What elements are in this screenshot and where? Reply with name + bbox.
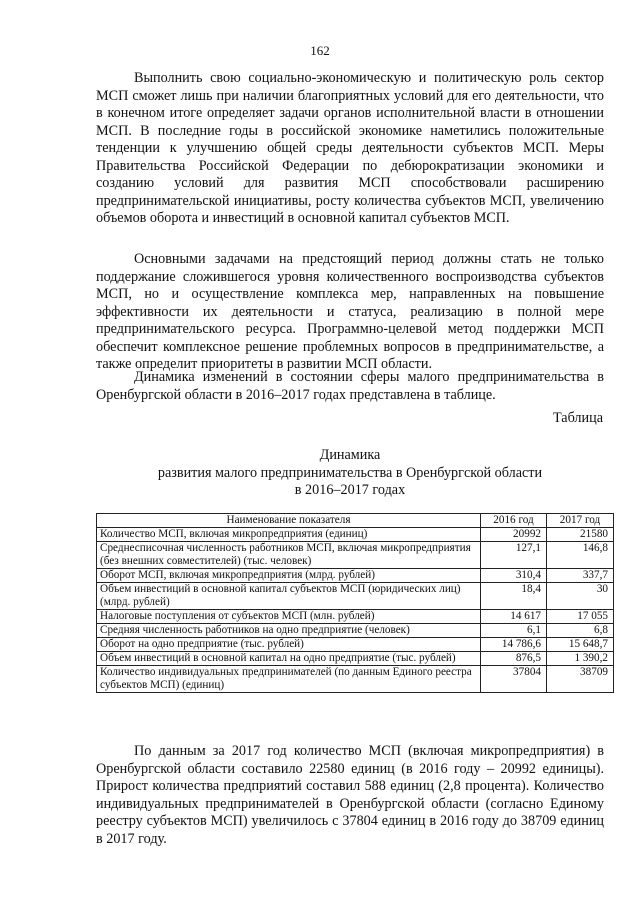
paragraph-conclusion: По данным за 2017 год количество МСП (включая микропредприятия) в Оренбургской области составило 22580 единиц (в 2016 году – 20992 единицы). Прирост количества предприятий составил 588 единиц (2,8 процента). Количество индивидуальных предпринимателей в Оренбургской области (согласно Единому реестру субъектов МСП) увеличилось с 37804 единиц в 2016 году до 38709 единиц в 2017 году. (96, 743, 604, 847)
column-header-indicator: Наименование показателя (97, 514, 481, 528)
value-2016-cell: 310,4 (481, 569, 547, 583)
table-row (97, 542, 614, 569)
indicator-name-cell: Объем инвестиций в основной капитал субъектов МСП (юридических лиц) (млрд. рублей) (97, 583, 481, 610)
table-row (97, 569, 614, 583)
column-header-2017: 2017 год (547, 514, 614, 528)
value-2016-cell: 37804 (481, 666, 547, 693)
page-number: 162 (310, 43, 330, 58)
value-2016-cell: 876,5 (481, 652, 547, 666)
value-2016-cell: 14 617 (481, 610, 547, 624)
table-title (96, 447, 604, 500)
value-2017-cell: 146,8 (547, 542, 614, 569)
value-2016-cell: 6,1 (481, 624, 547, 638)
indicator-name-cell: Объем инвестиций в основной капитал на одно предприятие (тыс. рублей) (97, 652, 481, 666)
indicator-name-cell: Количество индивидуальных предпринимателей (по данным Единого реестра субъектов МСП) (единиц) (97, 666, 481, 693)
value-2017-cell: 30 (547, 583, 614, 610)
value-2017-cell: 15 648,7 (547, 638, 614, 652)
table-label: Таблица (552, 410, 603, 426)
indicator-name-cell: Налоговые поступления от субъектов МСП (млн. рублей) (97, 610, 481, 624)
table-row (97, 652, 614, 666)
value-2017-cell: 337,7 (547, 569, 614, 583)
table-row (97, 638, 614, 652)
column-header-2016: 2016 год (481, 514, 547, 528)
indicator-name-cell: Оборот на одно предприятие (тыс. рублей) (97, 638, 481, 652)
table-title-line: развития малого предпринимательства в Оренбургской области (157, 464, 543, 481)
paragraph-intro: Выполнить свою социально-экономическую и политическую роль сектор МСП сможет лишь при наличии благоприятных условий для его деятельности, что в конечном итоге определяет задачи органов исполнительной власти в отношении МСП. В последние годы в российской экономике наметились положительные тенденции к улучшению общей среды деятельности субъектов МСП. Меры Правительства Российской Федерации по дебюрократизации экономики и созданию условий для развития МСП способствовали расширению предпринимательской инициативы, росту количества субъектов МСП, увеличению объемов оборота и инвестиций в основной капитал субъектов МСП. (96, 70, 604, 226)
paragraph-tasks: Основными задачами на предстоящий период должны стать не только поддержание сложившегося уровня количественного воспроизводства субъектов МСП, но и осуществление комплекса мер, направленных на повышение эффективности их деятельности и статуса, реализацию в полной мере предпринимательского ресурса. Программно-целевой метод поддержки МСП обеспечит комплексное решение проблемных вопросов в предпринимательстве, а также определит приоритеты в развитии МСП области. (96, 251, 604, 372)
indicator-name-cell: Оборот МСП, включая микропредприятия (млрд. рублей) (97, 569, 481, 583)
value-2017-cell: 17 055 (547, 610, 614, 624)
value-2016-cell: 20992 (481, 528, 547, 542)
value-2017-cell: 6,8 (547, 624, 614, 638)
value-2016-cell: 127,1 (481, 542, 547, 569)
value-2016-cell: 18,4 (481, 583, 547, 610)
table-row (97, 624, 614, 638)
value-2017-cell: 1 390,2 (547, 652, 614, 666)
table-title-line: Динамика (319, 447, 381, 463)
table-row (97, 528, 614, 542)
table-row (97, 666, 614, 693)
value-2016-cell: 14 786,6 (481, 638, 547, 652)
paragraph-dynamics: Динамика изменений в состоянии сферы малого предпринимательства в Оренбургской области в 2016–2017 годах представлена в таблице. (96, 369, 604, 403)
indicator-name-cell: Среднесписочная численность работников МСП, включая микропредприятия (без внешних совместителей) (тыс. человек) (97, 542, 481, 569)
indicator-name-cell: Количество МСП, включая микропредприятия (единиц) (97, 528, 481, 542)
indicators-table (96, 513, 614, 693)
table-row (97, 610, 614, 624)
value-2017-cell: 38709 (547, 666, 614, 693)
table-title-line: в 2016–2017 годах (294, 482, 406, 498)
table-row (97, 583, 614, 610)
indicator-name-cell: Средняя численность работников на одно предприятие (человек) (97, 624, 481, 638)
value-2017-cell: 21580 (547, 528, 614, 542)
table-header-row (97, 514, 614, 528)
